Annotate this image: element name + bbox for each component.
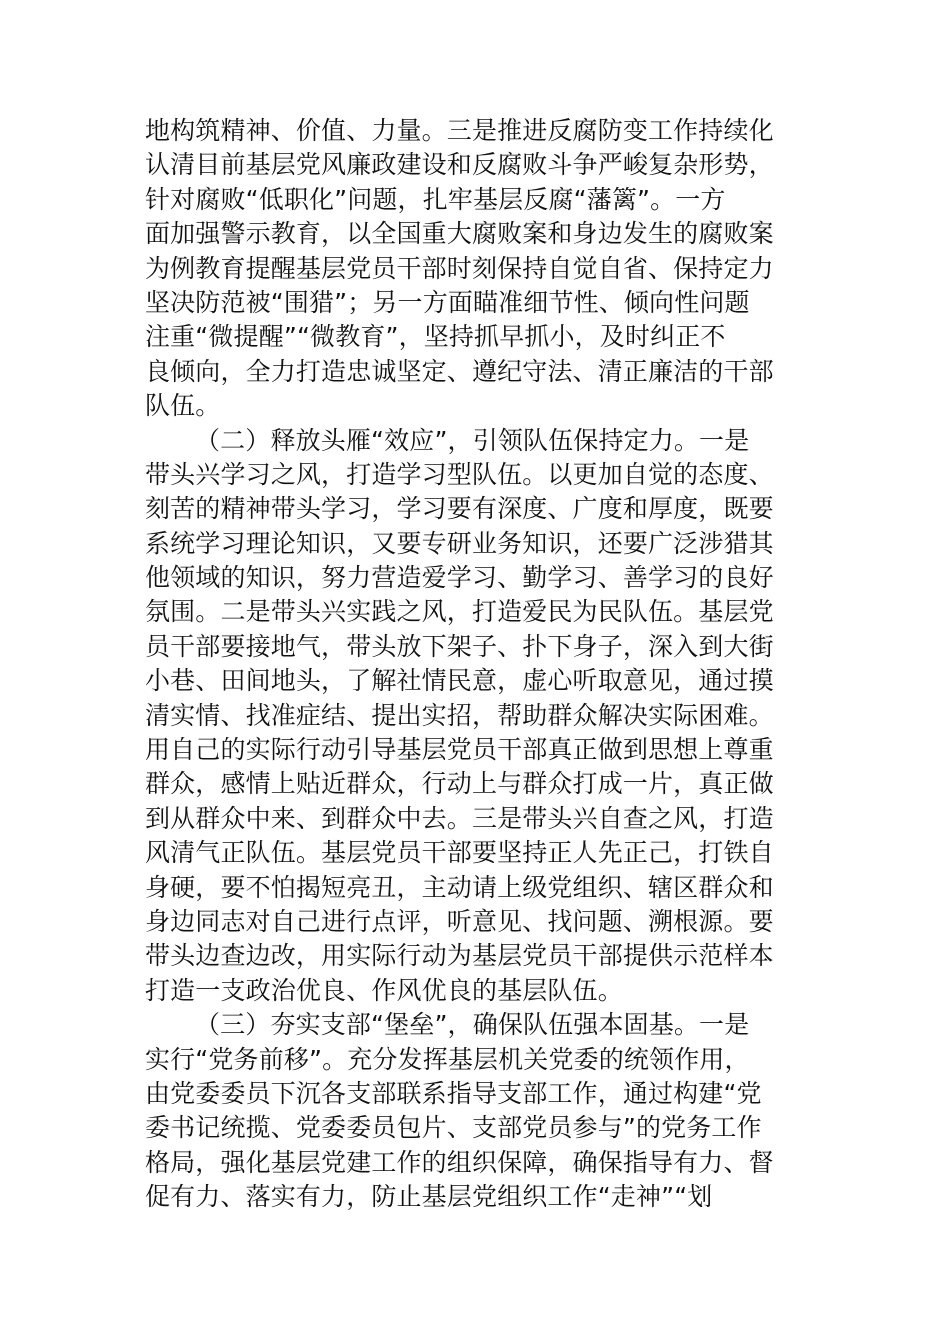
text-line: （三）夯实支部“堡垒”，确保队伍强本固基。一是 xyxy=(195,1010,750,1040)
text-line: 针对腐败“低职化”问题，扎牢基层反腐“藩篱”。一方 xyxy=(145,184,726,214)
text-line: 为例教育提醒基层党员干部时刻保持自觉自省、保持定力 xyxy=(145,253,774,283)
text-line: 注重“微提醒”“微教育”，坚持抓早抓小，及时纠正不 xyxy=(145,322,726,352)
text-line: 坚决防范被“围猎”；另一方面瞄准细节性、倾向性问题 xyxy=(145,287,750,317)
text-line: 刻苦的精神带头学习，学习要有深度、广度和厚度，既要 xyxy=(145,494,774,524)
text-line: 良倾向，全力打造忠诚坚定、遵纪守法、清正廉洁的干部 xyxy=(145,356,774,386)
text-line: 促有力、落实有力，防止基层党组织工作“走神”“划 xyxy=(145,1182,713,1212)
text-line: 面加强警示教育，以全国重大腐败案和身边发生的腐败案 xyxy=(145,219,774,249)
text-line: 风清气正队伍。基层党员干部要坚持正人先正己，打铁自 xyxy=(145,838,774,868)
text-line: 带头兴学习之风，打造学习型队伍。以更加自觉的态度、 xyxy=(145,459,774,489)
text-line: 员干部要接地气，带头放下架子、扑下身子，深入到大街 xyxy=(145,631,774,661)
text-line: 用自己的实际行动引导基层党员干部真正做到思想上尊重 xyxy=(145,735,774,765)
text-line: 身边同志对自己进行点评，听意见、找问题、溯根源。要 xyxy=(145,906,774,936)
text-line: 身硬，要不怕揭短亮丑，主动请上级党组织、辖区群众和 xyxy=(145,872,774,902)
text-line: 队伍。 xyxy=(145,391,221,421)
text-line: 认清目前基层党风廉政建设和反腐败斗争严峻复杂形势， xyxy=(145,150,774,180)
text-line: 实行“党务前移”。充分发挥基层机关党委的统领作用， xyxy=(145,1044,750,1074)
text-line: 氛围。二是带头兴实践之风，打造爱民为民队伍。基层党 xyxy=(145,597,774,627)
text-line: 格局，强化基层党建工作的组织保障，确保指导有力、督 xyxy=(145,1147,774,1177)
text-line: 小巷、田间地头，了解社情民意，虚心听取意见，通过摸 xyxy=(145,666,774,696)
text-line: 带头边查边改，用实际行动为基层党员干部提供示范样本 xyxy=(145,941,774,971)
text-line: 他领域的知识，努力营造爱学习、勤学习、善学习的良好 xyxy=(145,563,774,593)
text-line: 群众，感情上贴近群众，行动上与群众打成一片，真正做 xyxy=(145,769,774,799)
text-line: 委书记统揽、党委委员包片、支部党员参与”的党务工作 xyxy=(145,1113,762,1143)
body-text xyxy=(145,114,815,1215)
text-line: 到从群众中来、到群众中去。三是带头兴自查之风，打造 xyxy=(145,803,774,833)
text-line: （二）释放头雁“效应”，引领队伍保持定力。一是 xyxy=(195,425,750,455)
text-line: 由党委委员下沉各支部联系指导支部工作，通过构建“党 xyxy=(145,1078,762,1108)
text-line: 清实情、找准症结、提出实招，帮助群众解决实际困难。 xyxy=(145,700,774,730)
text-line: 打造一支政治优良、作风优良的基层队伍。 xyxy=(145,975,623,1005)
text-line: 系统学习理论知识，又要专研业务知识，还要广泛涉猎其 xyxy=(145,528,774,558)
text-line: 地构筑精神、价值、力量。三是推进反腐防变工作持续化 xyxy=(145,116,774,145)
